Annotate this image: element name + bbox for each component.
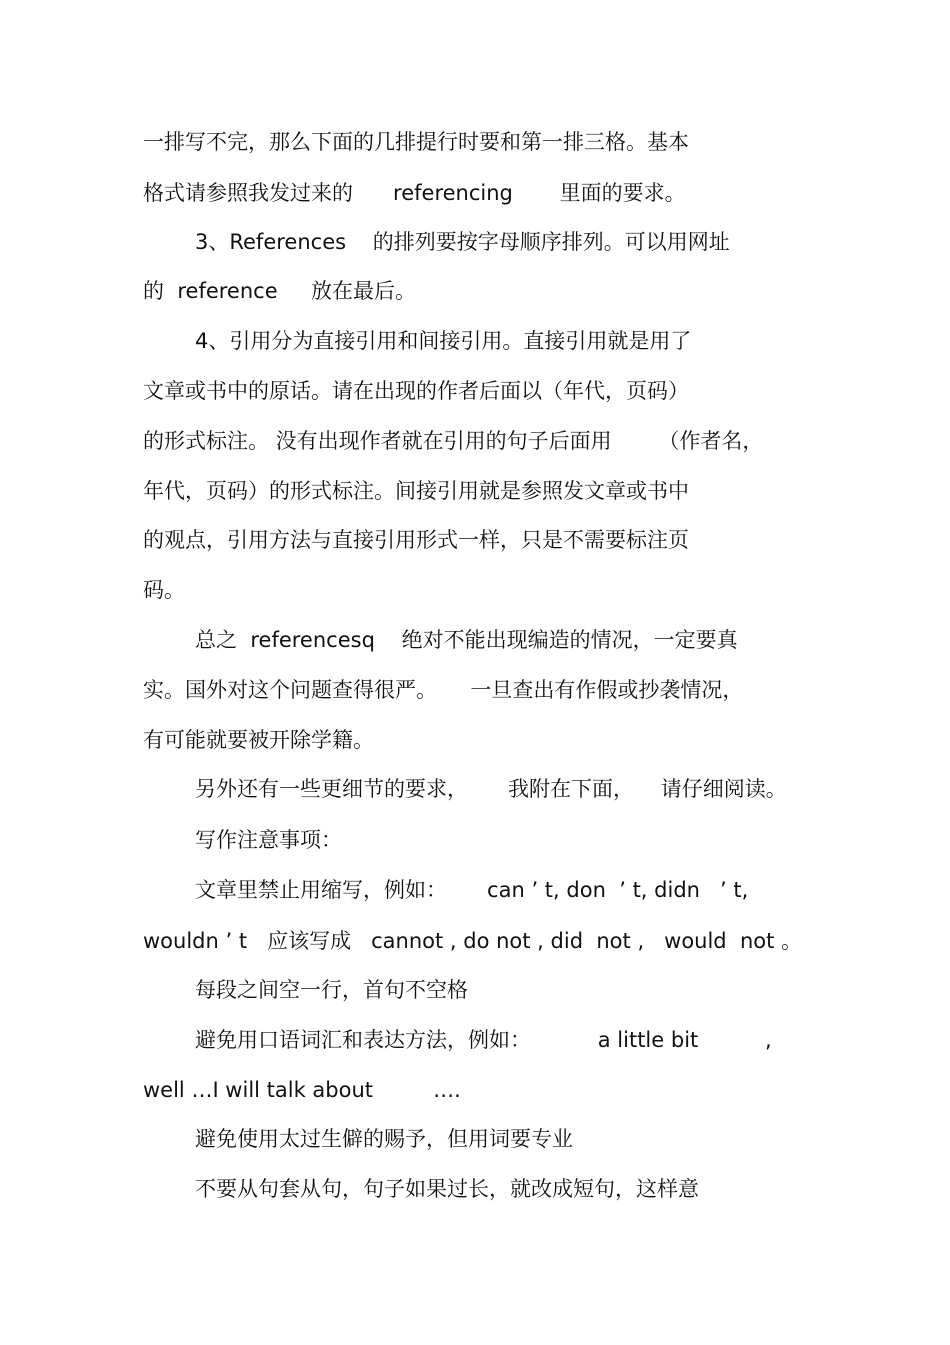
- text-line: 另外还有一些更细节的要求， 我附在下面， 请仔细阅读。: [195, 777, 787, 801]
- text-line: 避免使用太过生僻的赐予，但用词要专业: [195, 1127, 573, 1151]
- text-line: 一排写不完，那么下面的几排提行时要和第一排三格。基本: [143, 130, 689, 154]
- text-line: wouldn ’ t 应该写成 cannot , do not , did not , would not 。: [143, 929, 803, 953]
- text-line: 文章里禁止用缩写，例如： can ’ t, don ’ t, didn ’ t,: [195, 878, 749, 902]
- text-line: 总之 referencesq 绝对不能出现编造的情况，一定要真: [195, 628, 738, 652]
- text-line: 实。国外对这个问题查得很严。 一旦查出有作假或抄袭情况，: [143, 678, 744, 702]
- text-line: well …I will talk about ….: [143, 1078, 461, 1102]
- text-line: 不要从句套从句，句子如果过长，就改成短句，这样意: [195, 1177, 699, 1201]
- text-line: 有可能就要被开除学籍。: [143, 728, 374, 752]
- text-line: 码。: [143, 578, 185, 602]
- text-line: 写作注意事项：: [195, 828, 342, 852]
- text-line: 每段之间空一行，首句不空格: [195, 978, 468, 1002]
- text-line: 年代，页码）的形式标注。间接引用就是参照发文章或书中: [143, 479, 689, 503]
- text-line: 格式请参照我发过来的 referencing 里面的要求。: [143, 181, 686, 205]
- text-line: 的观点，引用方法与直接引用形式一样，只是不需要标注页: [143, 528, 689, 552]
- text-line: 4、引用分为直接引用和间接引用。直接引用就是用了: [195, 329, 692, 353]
- text-line: 避免用口语词汇和表达方法，例如： a little bit ,: [195, 1028, 772, 1052]
- text-line: 的形式标注。 没有出现作者就在引用的句子后面用 （作者名，: [143, 429, 764, 453]
- text-line: 3、References 的排列要按字母顺序排列。可以用网址: [195, 230, 730, 254]
- text-line: 的 reference 放在最后。: [143, 279, 416, 303]
- text-line: 文章或书中的原话。请在出现的作者后面以（年代，页码）: [143, 379, 689, 403]
